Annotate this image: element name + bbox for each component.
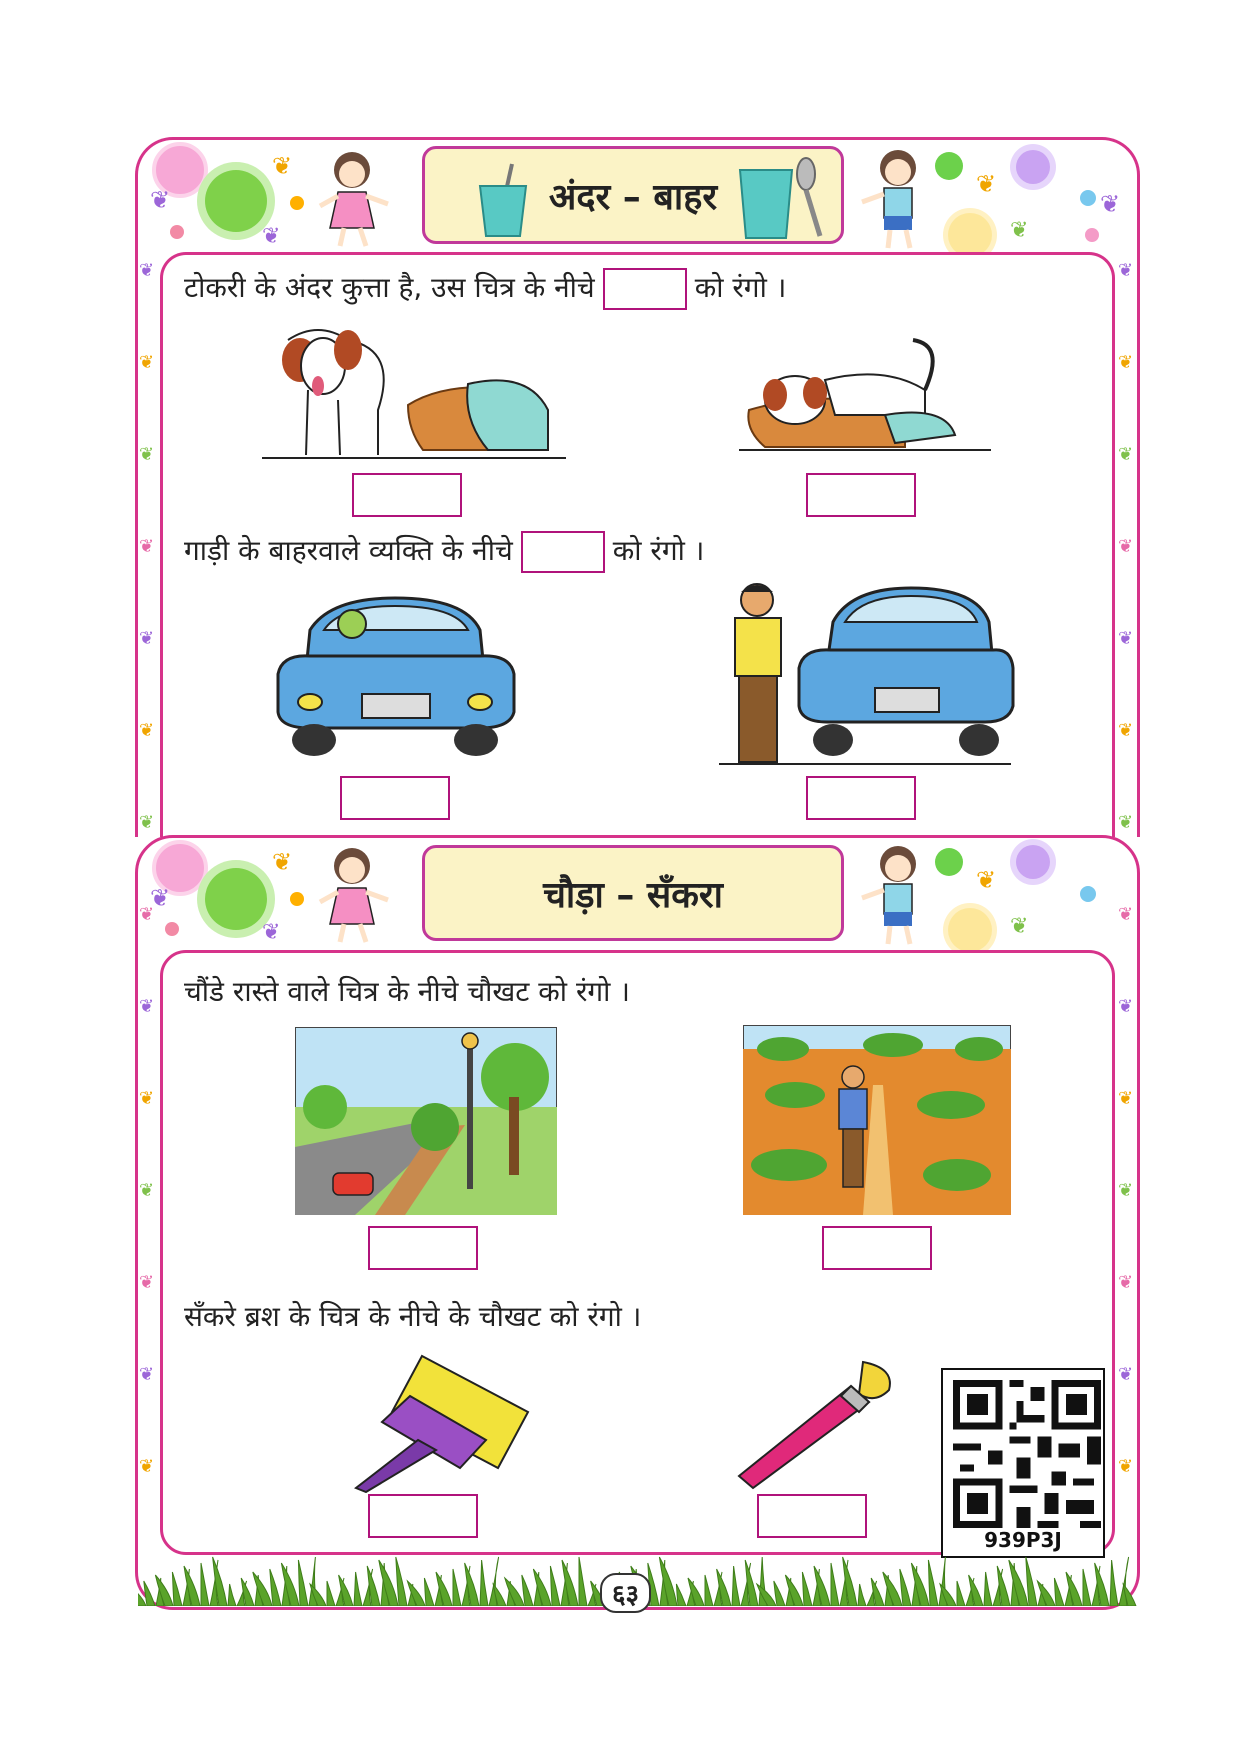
butterfly-icon: ❦ [139, 352, 155, 373]
butterfly-icon: ❦ [1118, 1088, 1134, 1109]
grass-blade [201, 1563, 209, 1606]
decor-dot [1080, 190, 1096, 206]
question-man-outside-car: गाड़ी के बाहरवाले व्यक्ति के नीचे को रंगो । [184, 531, 704, 573]
grass-blade [480, 1560, 488, 1606]
grass-blade [354, 1572, 362, 1606]
decor-dot [205, 868, 267, 930]
answer-box-wide-road[interactable] [368, 1226, 478, 1270]
grass-blade [327, 1581, 335, 1606]
grass-blade [1026, 1557, 1037, 1606]
glass-spoon-icon [474, 160, 534, 240]
grass-blade [228, 1584, 236, 1606]
grass-blade [270, 1569, 281, 1606]
butterfly-icon: ❦ [139, 904, 155, 925]
question-wide-road: चौंडे रास्ते वाले चित्र के नीचे चौखट को रंगो । [184, 975, 630, 1008]
decor-dot [1080, 886, 1096, 902]
butterfly-icon: ❦ [272, 848, 293, 876]
decor-dot [948, 213, 992, 257]
question-narrow-brush: सँकरे ब्रश के चित्र के नीचे के चौखट को रंगो । [184, 1300, 642, 1333]
decor-dot [205, 170, 267, 232]
decor-dot [935, 848, 963, 876]
butterfly-icon: ❦ [1118, 1180, 1134, 1201]
wide-road-picture [295, 1027, 557, 1215]
butterfly-icon: ❦ [139, 1272, 155, 1293]
decor-dot [948, 908, 992, 952]
grass-blade [1054, 1578, 1064, 1606]
man-outside-car-picture [715, 578, 1015, 770]
narrow-brush-icon [735, 1358, 897, 1494]
butterfly-icon: ❦ [262, 920, 281, 945]
answer-box-man-inside-car[interactable] [340, 776, 450, 820]
grass-blade [774, 1581, 785, 1606]
girl-icon [312, 844, 392, 944]
grass-blade [550, 1566, 560, 1606]
boy-icon [858, 842, 938, 946]
butterfly-icon: ❦ [139, 996, 155, 1017]
grass-blade [144, 1581, 155, 1606]
grass-blade [900, 1569, 911, 1606]
grass-blade [705, 1575, 713, 1606]
answer-box-wide-brush[interactable] [368, 1494, 478, 1538]
butterfly-icon: ❦ [1100, 190, 1121, 218]
butterfly-icon: ❦ [1118, 1364, 1134, 1385]
question-dog-in-basket: टोकरी के अंदर कुत्ता है, उस चित्र के नीचे को रंगो । [184, 268, 786, 310]
answer-box-man-outside-car[interactable] [806, 776, 916, 820]
butterfly-icon: ❦ [1118, 444, 1134, 465]
butterfly-icon: ❦ [1118, 536, 1134, 557]
answer-box-dog-inside[interactable] [806, 473, 916, 517]
girl-icon [312, 148, 392, 248]
butterfly-icon: ❦ [139, 812, 155, 833]
grass-blade [928, 1560, 938, 1606]
qr-code-icon [953, 1380, 1101, 1528]
grass-blade [453, 1569, 461, 1606]
butterfly-icon: ❦ [139, 1456, 155, 1477]
section-title-banner [422, 845, 844, 941]
decor-dot [290, 892, 304, 906]
car-with-man-inside-picture [270, 590, 520, 760]
grass-blade [984, 1572, 992, 1606]
answer-box-dog-outside[interactable] [352, 473, 462, 517]
butterfly-icon: ❦ [139, 536, 155, 557]
butterfly-icon: ❦ [139, 444, 155, 465]
decor-dot [165, 922, 179, 936]
grass-blade [858, 1584, 866, 1606]
grass-blade [522, 1575, 533, 1606]
butterfly-icon: ❦ [150, 186, 171, 214]
qr-code-block[interactable] [941, 1368, 1105, 1558]
boy-icon [858, 146, 938, 250]
butterfly-icon: ❦ [1010, 218, 1029, 243]
section-title: अंदर – बाहर [548, 176, 718, 218]
butterfly-icon: ❦ [139, 1364, 155, 1385]
wide-brush-icon [352, 1348, 540, 1493]
butterfly-icon: ❦ [139, 1088, 155, 1109]
grass-blade [732, 1566, 740, 1606]
butterfly-icon: ❦ [1118, 260, 1134, 281]
grass-blade [831, 1563, 839, 1606]
answer-box-narrow-brush[interactable] [757, 1494, 867, 1538]
grass-blade [957, 1581, 965, 1606]
grass-blade [676, 1584, 686, 1606]
butterfly-icon: ❦ [976, 866, 997, 894]
butterfly-icon: ❦ [139, 1180, 155, 1201]
grass-blade [802, 1572, 812, 1606]
grass-blade [396, 1557, 407, 1606]
decor-dot [935, 152, 963, 180]
answer-box-narrow-path[interactable] [822, 1226, 932, 1270]
butterfly-icon: ❦ [262, 224, 281, 249]
butterfly-icon: ❦ [1118, 904, 1134, 925]
butterfly-icon: ❦ [139, 720, 155, 741]
butterfly-icon: ❦ [272, 152, 293, 180]
butterfly-icon: ❦ [1118, 352, 1134, 373]
butterfly-icon: ❦ [976, 170, 997, 198]
decor-dot [290, 196, 304, 210]
page-number: ६३ [600, 1573, 651, 1613]
dog-outside-basket-picture [248, 320, 578, 465]
grass-blade [424, 1578, 434, 1606]
butterfly-icon: ❦ [1118, 1456, 1134, 1477]
butterfly-icon: ❦ [1118, 628, 1134, 649]
decor-dot [1085, 228, 1099, 242]
section-title: चौड़ा – सँकरा [543, 874, 723, 916]
grass-blade [298, 1560, 308, 1606]
grass-blade [1083, 1569, 1091, 1606]
butterfly-icon: ❦ [1010, 914, 1029, 939]
butterfly-icon: ❦ [150, 884, 171, 912]
decor-dot [1016, 150, 1050, 184]
decor-dot [170, 225, 184, 239]
grass-blade [1110, 1560, 1118, 1606]
decor-dot [1016, 845, 1050, 879]
butterfly-icon: ❦ [1118, 720, 1134, 741]
answer-box-inline [603, 268, 687, 310]
butterfly-icon: ❦ [139, 260, 155, 281]
butterfly-icon: ❦ [1118, 812, 1134, 833]
qr-code-label: 939P3J [984, 1528, 1062, 1552]
glass-spoon-icon [736, 150, 828, 242]
answer-box-inline [521, 531, 605, 573]
narrow-path-picture [743, 1025, 1011, 1215]
dog-inside-basket-picture [735, 335, 995, 455]
butterfly-icon: ❦ [1118, 1272, 1134, 1293]
butterfly-icon: ❦ [1118, 996, 1134, 1017]
grass-blade [172, 1572, 182, 1606]
butterfly-icon: ❦ [139, 628, 155, 649]
grass-blade [579, 1557, 587, 1606]
